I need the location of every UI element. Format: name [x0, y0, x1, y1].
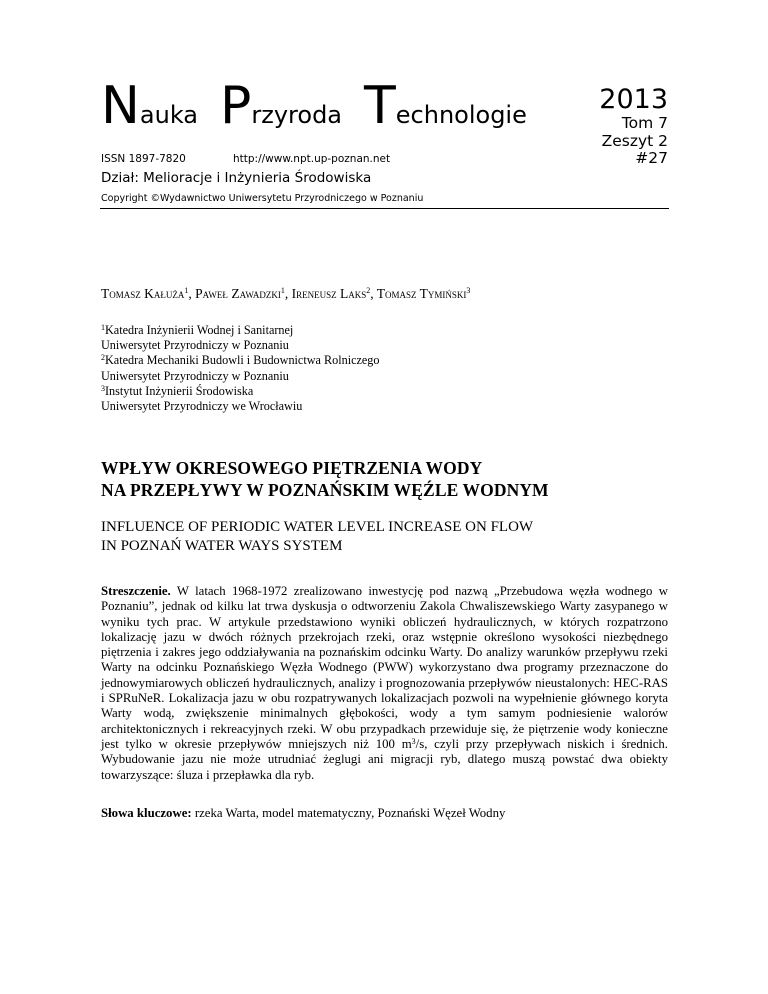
title-english: INFLUENCE OF PERIODIC WATER LEVEL INCREASE ON FLOW IN POZNAŃ WATER WAYS SYSTEM: [101, 519, 534, 554]
logo-word-1: Nauka: [101, 76, 199, 136]
issue-block: [599, 85, 668, 167]
article-number: #27: [635, 148, 668, 167]
journal-url[interactable]: http://www.npt.up-poznan.net: [233, 153, 391, 165]
section-label: Dział: Melioracje i Inżynieria Środowiska: [101, 170, 372, 186]
logo-word-3: Technologie: [364, 76, 527, 136]
author: Tomasz Tymiński$^3$: [376, 286, 471, 301]
issue-year: 2013: [599, 84, 668, 115]
affiliation-dept: $^2$Katedra Mechaniki Budowli i Budownictwa Rolniczego: [101, 353, 380, 368]
abstract-text-end: /s, czyli przy przepływach niskich i średnich. Wybudowanie jazu nie może utrudniać żeglugi ani migracji ryb, dlatego muszą powstać dwa obiekty towarzyszące: śluza i przepławka dla ryb.: [101, 736, 668, 782]
affiliation-univ: Uniwersytet Przyrodniczy we Wrocławiu: [101, 399, 303, 414]
keywords-label: Słowa kluczowe:: [101, 806, 192, 820]
author: Tomasz Kałuża$^1$,: [101, 286, 196, 301]
copyright: Copyright ©Wydawnictwo Uniwersytetu Przyrodniczego w Poznaniu: [101, 193, 424, 204]
affiliation-univ: Uniwersytet Przyrodniczy w Poznaniu: [101, 368, 289, 383]
affiliations: [101, 323, 380, 414]
issue-number: Zeszyt 2: [601, 131, 668, 150]
title-polish: WPŁYW OKRESOWEGO PIĘTRZENIA WODY NA PRZEPŁYWY W POZNAŃSKIM WĘŹLE WODNYM: [101, 458, 549, 500]
keywords-text: rzeka Warta, model matematyczny, Poznański Węzeł Wodny: [191, 806, 506, 820]
affiliation-dept: $^1$Katedra Inżynierii Wodnej i Sanitarnej: [101, 323, 294, 337]
abstract: Streszczenie. W latach 1968-1972 zrealizowano inwestycję pod nazwą „Przebudowa węzła wodnego w Poznaniu”, jednak od kilku lat trwa dyskusja o odtworzeniu Zakola Chwaliszewskiego Warty zasypanego w wyniku tych prac. W artykule przedstawiono wyniki obliczeń hydraulicznych, w których rozpatrzono lokalizację jazu w dwóch różnych przekrojach rzeki, oraz wstępnie określono wysokości niezbędnego piętrzenia i zakres jego oddziaływania na poznańskim odcinku Warty. Do analizy warunków przepływu rzeki Warty na odcinku Poznańskiego Węzła Wodnego (PWW) wykorzystano dwa programy przeznaczone do jednowymiarowych obliczeń hydraulicznych, analizy i prognozowania przepływów nieustalonych: HEC-RAS i SPRuNeR. Lokalizacja jazu w obu rozpatrywanych lokalizacjach pozwoli na wypełnienie głównego koryta Warty wodą, zwiększenie minimalnych głębokości, wody a tym samym podniesienie walorów architektonicznych i rekreacyjnych rzeki. W obu przypadkach przewiduje się, że piętrzenie wody konieczne jest tylko w okresie przepływów mniejszych niż 100 $m^3/s$, czyli przy przepływach niskich i średnich. Wybudowanie jazu nie może utrudniać żeglugi ani migracji ryb, dlatego muszą powstać dwa obiekty towarzyszące: śluza i przepławka dla ryb.: [101, 584, 668, 782]
issn: ISSN 1897-7820: [101, 153, 186, 165]
issue-volume: Tom 7: [621, 114, 668, 133]
affiliation-univ: Uniwersytet Przyrodniczy w Poznaniu: [101, 338, 289, 353]
affiliation-dept: $^3$Instytut Inżynierii Środowiska: [101, 383, 254, 398]
journal-logo: [101, 76, 527, 136]
author: Paweł Zawadzki$^1$,: [195, 286, 292, 301]
logo-word-2: Przyroda: [220, 76, 343, 136]
abstract-text: W latach 1968-1972 zrealizowano inwestycję pod nazwą „Przebudowa węzła wodnego w Poznaniu”, jednak od kilku lat trwa dyskusja o odtworzeniu Zakola Chwaliszewskiego Warty zasypanego w wyniku tych prac. W artykule przedstawiono wyniki obliczeń hydraulicznych, w których rozpatrzono lokalizację jazu w dwóch różnych przekrojach rzeki, oraz wstępnie określono wysokości niezbędnego piętrzenia i zakres jego oddziaływania na poznańskim odcinku Warty. Do analizy warunków przepływu rzeki Warty na odcinku Poznańskiego Węzła Wodnego (PWW) wykorzystano dwa programy przeznaczone do jednowymiarowych obliczeń hydraulicznych, analizy i prognozowania przepływów nieustalonych: HEC-RAS i SPRuNeR. Lokalizacja jazu w obu rozpatrywanych lokalizacjach pozwoli na wypełnienie głównego koryta Warty wodą, zwiększenie minimalnych głębokości, wody a tym samym podniesienie walorów architektonicznych i rekreacyjnych rzeki. W obu przypadkach przewiduje się, że piętrzenie wody konieczne jest tylko w okresie przepływów mniejszych niż 100 m: [101, 584, 668, 751]
author: Ireneusz Laks$^2$,: [291, 286, 377, 301]
authors: [101, 286, 470, 302]
header-divider: [100, 208, 669, 209]
abstract-label: Streszczenie.: [101, 584, 171, 598]
keywords: [101, 806, 668, 821]
